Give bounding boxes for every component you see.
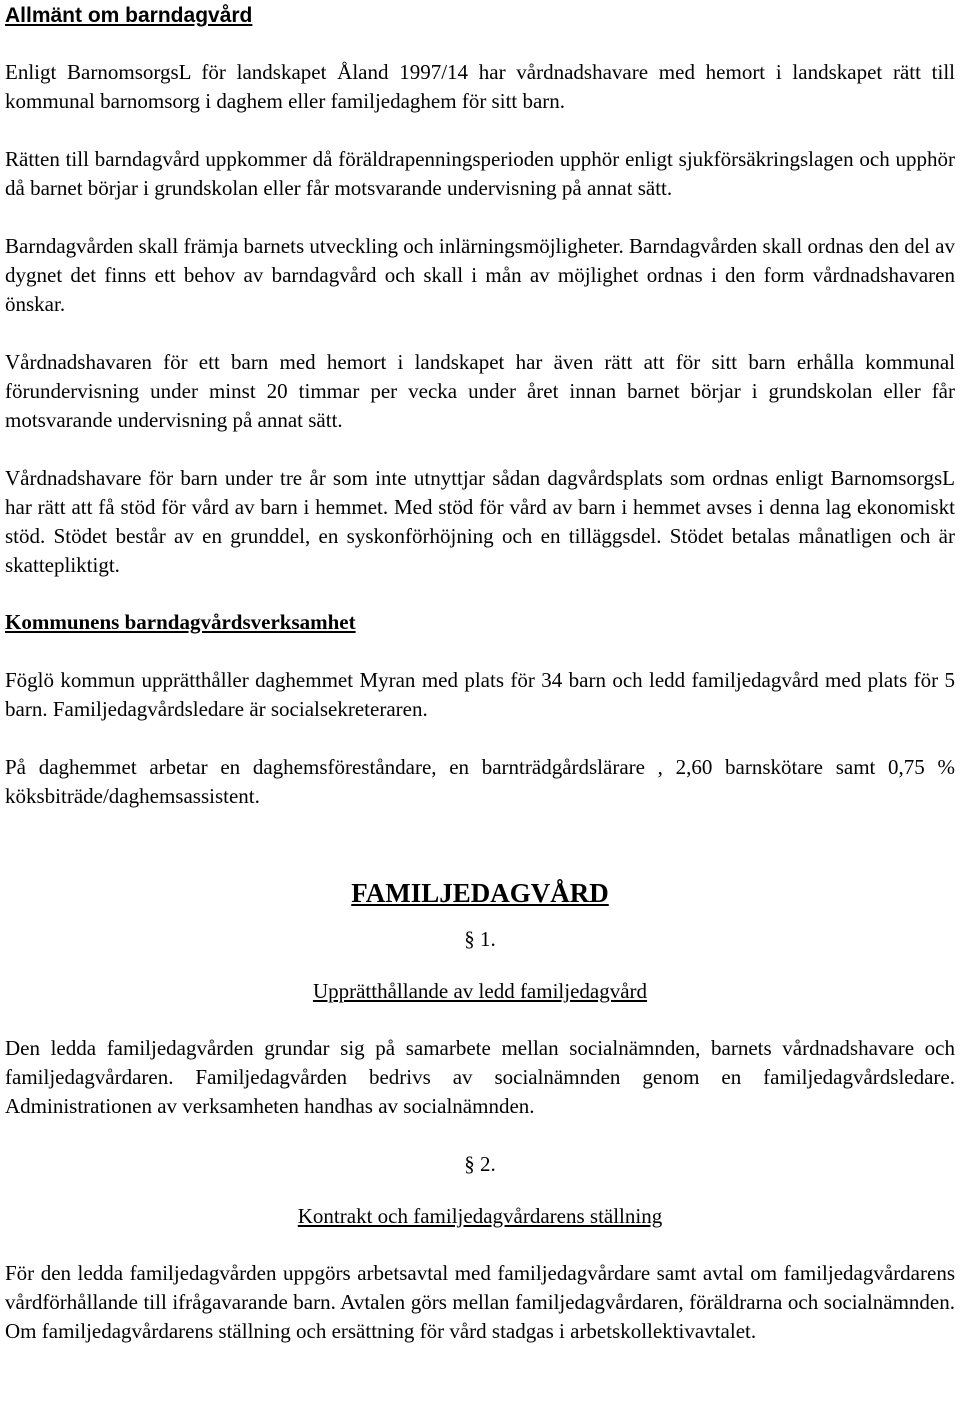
heading-general: Allmänt om barndagvård bbox=[5, 4, 253, 27]
section-number-2: § 2. bbox=[464, 1152, 496, 1176]
section-number-1: § 1. bbox=[464, 927, 496, 951]
paragraph-municipal-1: Föglö kommun upprätthåller daghemmet Myran med plats för 34 barn och ledd familjedagvård med plats för 5 barn. Familjedagvårdsledare är socialsekreteraren. bbox=[5, 668, 955, 721]
paragraph-general-4: Vårdnadshavaren för ett barn med hemort i landskapet har även rätt att för sitt barn erhålla kommunal förundervisning under minst 20 timmar per vecka under året innan barnet börjar i grundskolan eller får motsvarande undervisning på annat sätt. bbox=[5, 350, 955, 432]
paragraph-general-1: Enligt BarnomsorgsL för landskapet Åland 1997/14 har vårdnadshavare med hemort i landskapet rätt till kommunal barnomsorg i daghem eller familjedaghem för sitt barn. bbox=[5, 60, 955, 113]
section-title-1: Upprätthållande av ledd familjedagvård bbox=[312, 979, 648, 1003]
paragraph-general-3: Barndagvården skall främja barnets utveckling och inlärningsmöjligheter. Barndagvården skall ordnas den del av dygnet det finns ett behov av barndagvård och skall i mån av möjlighet ordnas i den form vårdnadshavaren önskar. bbox=[5, 234, 955, 316]
heading-municipal: Kommunens barndagvårdsverksamhet bbox=[5, 610, 356, 634]
section-text-1: Den ledda familjedagvården grundar sig på samarbete mellan socialnämnden, barnets vårdnadshavare och familjedagvårdaren. Familjedagvården bedrivs av socialnämnden genom en familjedagvårdsledare. Administrationen av verksamheten handhas av socialnämnden. bbox=[5, 1036, 955, 1118]
paragraph-general-2: Rätten till barndagvård uppkommer då föräldrapenningsperioden upphör enligt sjukförsäkringslagen och upphör då barnet börjar i grundskolan eller får motsvarande undervisning på annat sätt. bbox=[5, 147, 955, 200]
section-text-2: För den ledda familjedagvården uppgörs arbetsavtal med familjedagvårdare samt avtal om familjedagvårdarens vårdförhållande till ifrågavarande barn. Avtalen görs mellan familjedagvårdaren, föräldrarna och socialnämnden. Om familjedagvårdarens ställning och ersättning för vård stadgas i arbetskollektivavtalet. bbox=[5, 1261, 955, 1343]
title-familjedagvard: FAMILJEDAGVÅRD bbox=[351, 878, 609, 908]
paragraph-general-5: Vårdnadshavare för barn under tre år som inte utnyttjar sådan dagvårdsplats som ordnas enligt BarnomsorgsL har rätt att få stöd för vård av barn i hemmet. Med stöd för vård av barn i hemmet avses i denna lag ekonomiskt stöd. Stödet består av en grunddel, en syskonförhöjning och en tilläggsdel. Stödet betalas månatligen och är skattepliktigt. bbox=[5, 466, 955, 577]
paragraph-municipal-2: På daghemmet arbetar en daghemsföreståndare, en barnträdgårdslärare , 2,60 barnskötare samt 0,75 % köksbiträde/daghemsassistent. bbox=[5, 755, 955, 808]
section-title-2: Kontrakt och familjedagvårdarens ställning bbox=[297, 1204, 663, 1228]
